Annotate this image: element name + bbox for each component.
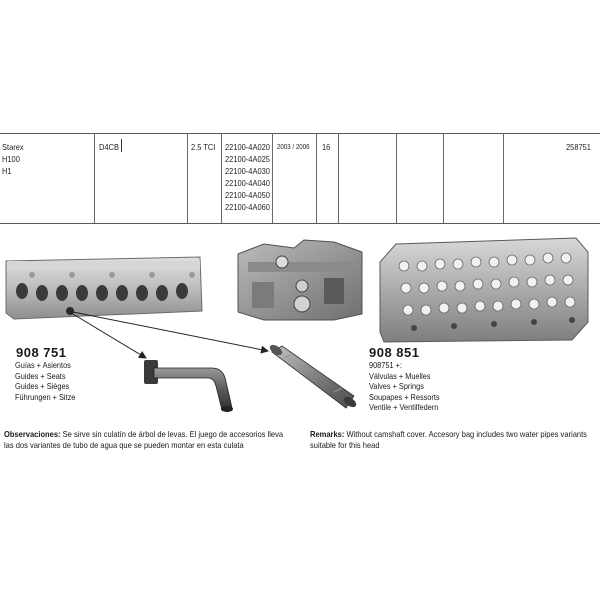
kit-left-part-number: 908 751 bbox=[16, 345, 67, 360]
notes-english bbox=[310, 429, 600, 450]
oem-number: 22100-4A025 bbox=[225, 154, 270, 164]
notes-spanish-text: Se sirve sin culatín de árbol de levas. El juego de accesorios lleva las dos variantes de tubo de agua que se pueden montar en esta culata bbox=[4, 429, 284, 450]
oem-number: 22100-4A060 bbox=[225, 202, 270, 212]
kit-left-desc-line: Führungen + Sitze bbox=[15, 392, 76, 402]
kit-right-desc-line: 908751 +: bbox=[369, 361, 402, 370]
oem-number: 22100-4A030 bbox=[225, 166, 270, 176]
water-pipe-straight-photo bbox=[262, 344, 358, 414]
model-name: H1 bbox=[2, 166, 12, 176]
notes-english-label: Remarks: bbox=[310, 429, 345, 439]
kit-right-desc-line: Válvulas + Muelles bbox=[369, 371, 431, 381]
oem-number: 22100-4A020 bbox=[225, 142, 270, 152]
model-name: Starex bbox=[2, 142, 24, 152]
water-pipe-bent-photo bbox=[138, 352, 242, 414]
notes-english-text: Without camshaft cover. Accesory bag includes two water pipes variants suitable for this head bbox=[310, 429, 587, 450]
oem-number: 22100-4A040 bbox=[225, 178, 270, 188]
kit-left-desc-line: Guías + Asientos bbox=[15, 361, 71, 370]
engine-code: D4CB bbox=[99, 142, 119, 152]
notes-spanish-label: Observaciones: bbox=[4, 429, 61, 439]
kit-right-desc-line: Ventile + Ventilfedern bbox=[369, 403, 439, 412]
kit-left-desc-line: Guides + Seats bbox=[15, 371, 66, 381]
kit-left-description bbox=[15, 361, 75, 403]
production-years: 2003 / 2006 bbox=[277, 144, 310, 151]
oem-number: 22100-4A050 bbox=[225, 190, 270, 200]
reference-number: 258751 bbox=[566, 142, 591, 152]
kit-left-desc-line: Guides + Sièges bbox=[15, 382, 70, 391]
displacement: 2.5 TCI bbox=[191, 142, 216, 152]
valve-count: 16 bbox=[322, 142, 331, 152]
kit-right-desc-line: Soupapes + Ressorts bbox=[369, 392, 440, 402]
kit-right-desc-line: Valves + Springs bbox=[369, 382, 424, 391]
kit-right-description bbox=[369, 361, 440, 414]
notes-spanish bbox=[4, 429, 290, 463]
model-name: H100 bbox=[2, 154, 20, 164]
kit-right-part-number: 908 851 bbox=[369, 345, 420, 360]
